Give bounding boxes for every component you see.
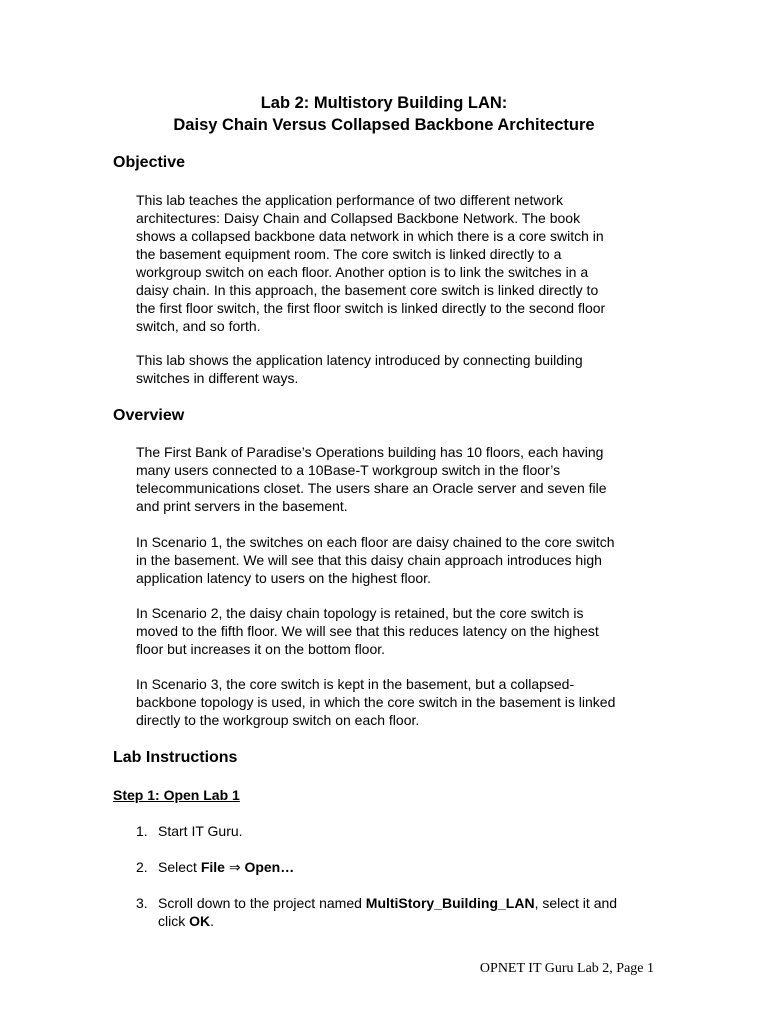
text-line: shows a collapsed backbone data network in which there is a core switch in	[136, 228, 604, 244]
overview-paragraph-4	[136, 675, 666, 729]
step-1-heading: Step 1: Open Lab 1	[113, 787, 240, 803]
list-text: Start IT Guru.	[158, 823, 243, 839]
text-line: the first floor switch, the first floor switch is linked directly to the second floor	[136, 300, 606, 316]
ok-label: OK	[189, 913, 211, 929]
text-line: workgroup switch on each floor. Another option is to link the switches in a	[136, 264, 589, 280]
arrow-icon: ⇒	[224, 859, 245, 875]
text-line: backbone topology is used, in which the core switch in the basement is linked	[136, 694, 616, 710]
text-line: This lab teaches the application performance of two different network	[136, 192, 563, 208]
overview-paragraph-2	[136, 533, 666, 587]
menu-open-label: Open…	[244, 859, 295, 875]
text-line: moved to the fifth floor. We will see that this reduces latency on the highest	[136, 623, 599, 639]
document-title	[0, 92, 768, 136]
list-number: 1.	[136, 823, 148, 839]
text-line: many users connected to a 10Base-T workgroup switch in the floor’s	[136, 462, 561, 478]
text-line	[158, 912, 617, 930]
text-line: This lab shows the application latency introduced by connecting building	[136, 352, 583, 368]
overview-heading: Overview	[113, 407, 185, 424]
lab-instructions-heading: Lab Instructions	[113, 749, 238, 766]
text-fragment: Scroll down to the project named	[158, 895, 366, 911]
objective-paragraph-1	[136, 191, 666, 335]
text-line: switch, and so forth.	[136, 318, 261, 334]
text-line: telecommunications closet. The users share an Oracle server and seven file	[136, 480, 607, 496]
project-name: MultiStory_Building_LAN	[365, 895, 535, 911]
list-text	[158, 858, 294, 876]
text-fragment: click	[158, 913, 190, 929]
text-line: application latency to users on the highest floor.	[136, 570, 431, 586]
text-line: In Scenario 3, the core switch is kept in the basement, but a collapsed-	[136, 676, 575, 692]
text-line: The First Bank of Paradise’s Operations building has 10 floors, each having	[136, 444, 604, 460]
text-fragment: , select it and	[534, 895, 618, 911]
text-line: daisy chain. In this approach, the basement core switch is linked directly to	[136, 282, 599, 298]
text-fragment: .	[210, 913, 215, 929]
list-number: 3.	[136, 895, 148, 911]
text-line: the basement equipment room. The core switch is linked directly to a	[136, 246, 562, 262]
text-line: floor but increases it on the bottom floor.	[136, 641, 386, 657]
text-line: switches in different ways.	[136, 370, 299, 386]
page-footer: OPNET IT Guru Lab 2, Page 1	[479, 961, 654, 976]
text-line: in the basement. We will see that this daisy chain approach introduces high	[136, 552, 602, 568]
text-line: and print servers in the basement.	[136, 498, 348, 514]
objective-heading: Objective	[113, 154, 186, 171]
text-line: In Scenario 2, the daisy chain topology is retained, but the core switch is	[136, 605, 584, 621]
text-fragment: Select	[158, 859, 201, 875]
objective-paragraph-2	[136, 351, 666, 387]
text-line: architectures: Daisy Chain and Collapsed Backbone Network. The book	[136, 210, 581, 226]
menu-file-label: File	[200, 859, 225, 875]
list-number: 2.	[136, 859, 148, 875]
title-line-2: Daisy Chain Versus Collapsed Backbone Architecture	[173, 116, 595, 134]
text-line: In Scenario 1, the switches on each floor are daisy chained to the core switch	[136, 534, 615, 550]
list-text	[158, 894, 617, 930]
title-line-1: Lab 2: Multistory Building LAN:	[260, 94, 508, 112]
overview-paragraph-1	[136, 443, 666, 515]
text-line	[158, 894, 617, 912]
text-line: directly to the workgroup switch on each floor.	[136, 712, 420, 728]
overview-paragraph-3	[136, 604, 666, 658]
